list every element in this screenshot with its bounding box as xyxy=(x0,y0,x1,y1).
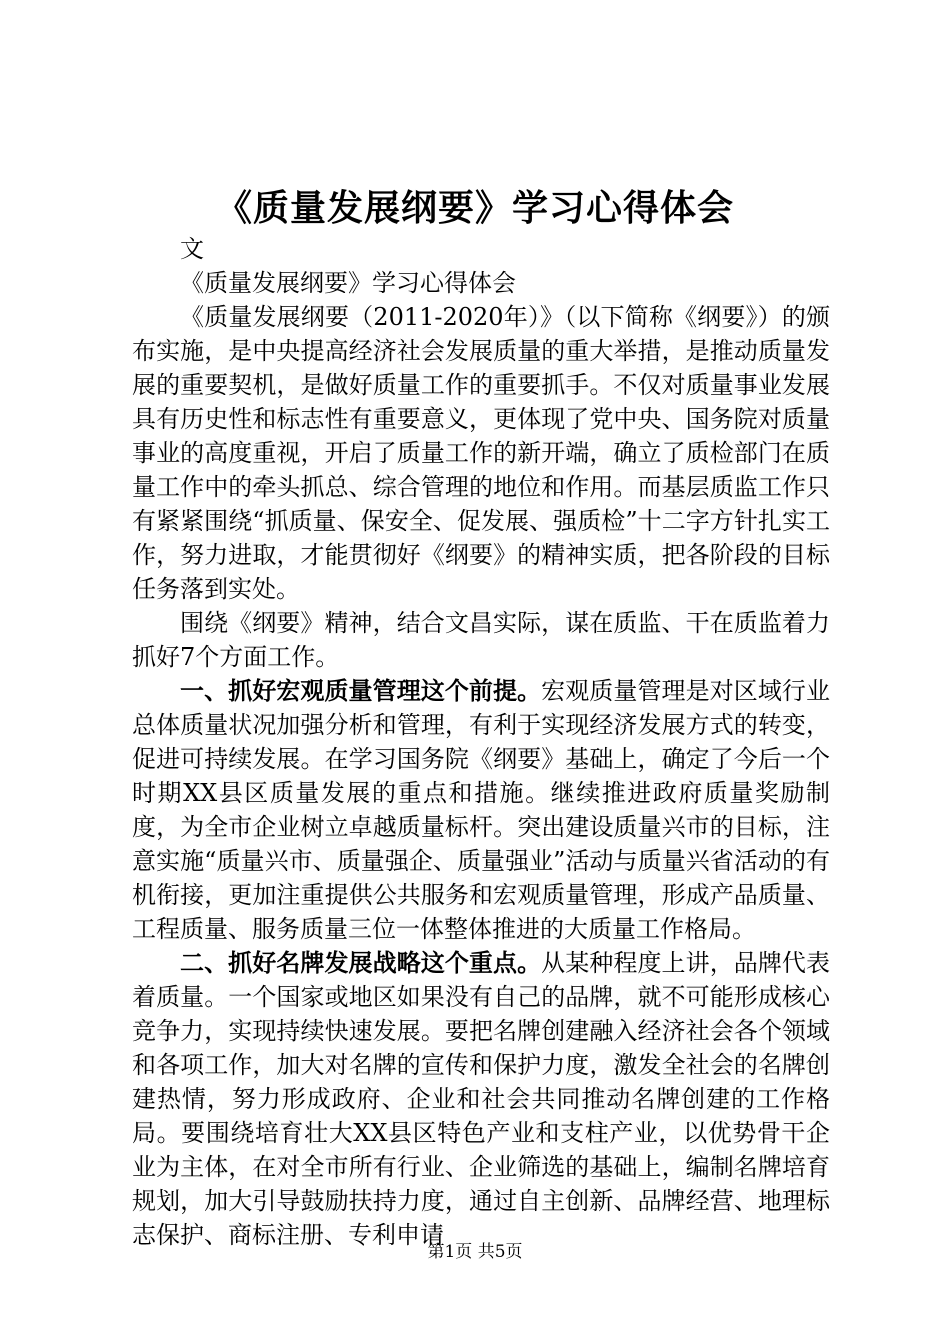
author-line: 文 xyxy=(180,235,204,263)
paragraph-overview: 围绕《纲要》精神，结合文昌实际，谋在质监、干在质监着力抓好7个方面工作。 xyxy=(132,609,830,671)
section-2-text: 从某种程度上讲，品牌代表着质量。一个国家或地区如果没有自己的品牌，就不可能形成核心竞争力，实现持续快速发展。要把名牌创建融入经济社会各个领域和各项工作，加大对名牌的宣传和保护力度，激发全社会的名牌创建热情，努力形成政府、企业和社会共同推动名牌创建的工作格局。要围绕培育壮大XX县区特色产业和支柱产业，以优势骨干企业为主体，在对全市所有行业、企业筛选的基础上，编制名牌培育规划，加大引导鼓励扶持力度，通过自主创新、品牌经营、地理标志保护、商标注册、专利申请 xyxy=(132,949,831,1249)
paragraph-intro: 《质量发展纲要（2011-2020年）》（以下简称《纲要》）的颁布实施，是中央提高经济社会发展质量的重大举措，是推动质量发展的重要契机，是做好质量工作的重要抓手。不仅对质量事业发展具有历史性和标志性有重要意义，更体现了党中央、国务院对质量事业的高度重视，开启了质量工作的新开端，确立了质检部门在质量工作中的牵头抓总、综合管理的地位和作用。而基层质监工作只有紧紧围绕“抓质量、保安全、促发展、强质检”十二字方针扎实工作，努力进取，才能贯彻好《纲要》的精神实质，把各阶段的目标任务落到实处。 xyxy=(132,303,830,603)
section-1-text: 宏观质量管理是对区域行业总体质量状况加强分析和管理，有利于实现经济发展方式的转变，促进可持续发展。在学习国务院《纲要》基础上，确定了今后一个时期XX县区质量发展的重点和措施。继续推进政府质量奖励制度，为全市企业树立卓越质量标杆。突出建设质量兴市的目标，注意实施“质量兴市、质量强企、质量强业”活动与质量兴省活动的有机衔接，更加注重提供公共服务和宏观质量管理，形成产品质量、工程质量、服务质量三位一体整体推进的大质量工作格局。 xyxy=(132,677,831,943)
section-2 xyxy=(132,946,830,1252)
document-subtitle: 《质量发展纲要》学习心得体会 xyxy=(180,269,516,297)
section-2-heading: 二、抓好名牌发展战略这个重点。 xyxy=(180,948,542,977)
page-footer: 第1页 共5页 xyxy=(427,1242,523,1262)
section-1-heading: 一、抓好宏观质量管理这个前提。 xyxy=(180,676,542,705)
document-body xyxy=(132,232,830,1252)
section-1 xyxy=(132,674,830,946)
document-title: 《质量发展纲要》学习心得体会 xyxy=(215,187,734,229)
